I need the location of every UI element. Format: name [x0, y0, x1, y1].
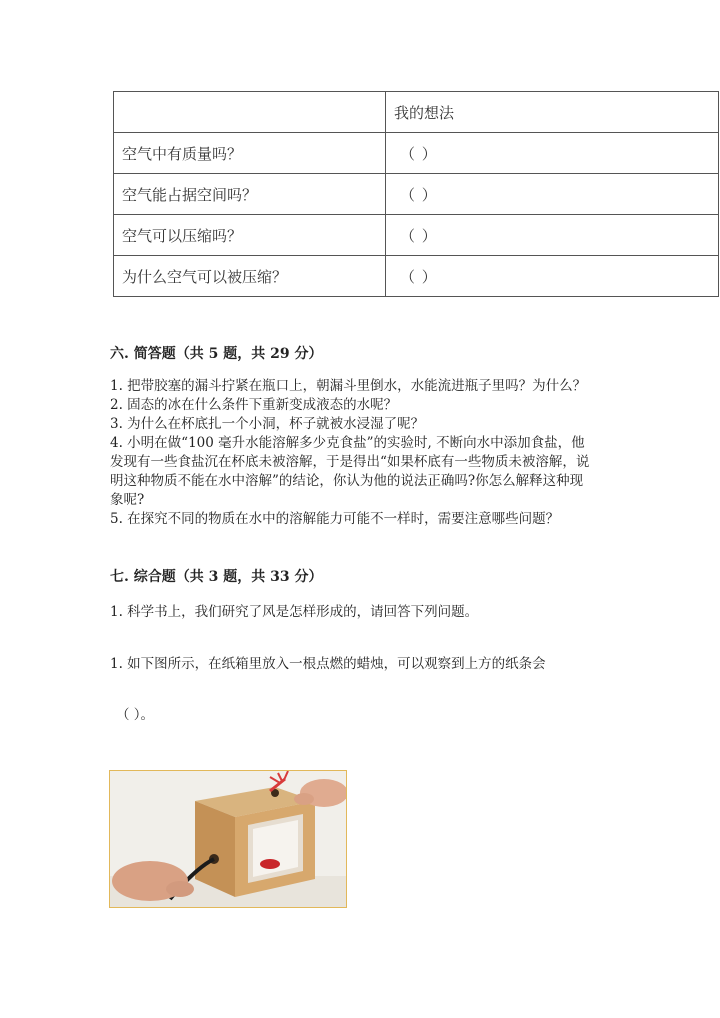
- candle-box-photo: [109, 770, 347, 908]
- table-row: [114, 174, 719, 215]
- question-item: 5. 在探究不同的物质在水中的溶解能力可能不一样时，需要注意哪些问题？: [110, 511, 560, 527]
- candle-box-illustration: [110, 771, 346, 907]
- answer-blank: （ ）: [386, 215, 719, 256]
- section-6-title: 六. 简答题（共 5 题，共 29 分）: [110, 346, 323, 362]
- table-question: 为什么空气可以被压缩？: [114, 256, 386, 297]
- table-row: [114, 256, 719, 297]
- question-item: 4. 小明在做“100 毫升水能溶解多少克食盐”的实验时, 不断向水中添加食盐，他发现有一些食盐沉在杯底未被溶解，于是得出“如果杯底有一些物质未被溶解，说明这种物质不能在水中溶解”的结论，你认为他的说法正确吗?你怎么解释这种现象呢?: [110, 435, 590, 508]
- question-item: 2. 固态的冰在什么条件下重新变成液态的水呢？: [110, 397, 398, 413]
- table-header-row: [114, 92, 719, 133]
- question-item: 3. 为什么在杯底扎一个小洞，杯子就被水浸湿了呢？: [110, 416, 425, 432]
- table-question: 空气可以压缩吗？: [114, 215, 386, 256]
- answer-blank: （ ）。: [116, 707, 155, 723]
- answer-blank: （ ）: [386, 133, 719, 174]
- table-question: 空气中有质量吗？: [114, 133, 386, 174]
- ideas-table: [113, 91, 719, 297]
- answer-blank: （ ）: [386, 174, 719, 215]
- table-row: [114, 215, 719, 256]
- question-item: 1. 把带胶塞的漏斗拧紧在瓶口上，朝漏斗里倒水，水能流进瓶子里吗？为什么？: [110, 378, 587, 394]
- answer-blank: （ ）: [386, 256, 719, 297]
- section-6-questions: [110, 377, 596, 529]
- table-row: [114, 133, 719, 174]
- table-question: 空气能占据空间吗？: [114, 174, 386, 215]
- sub-question-1: 1. 如下图所示，在纸箱里放入一根点燃的蜡烛，可以观察到上方的纸条会: [110, 656, 546, 672]
- table-header-cell: 我的想法: [386, 92, 719, 133]
- section-7-intro: 1. 科学书上，我们研究了风是怎样形成的，请回答下列问题。: [110, 604, 479, 620]
- section-7-title: 七. 综合题（共 3 题，共 33 分）: [110, 569, 323, 585]
- table-header-cell: [114, 92, 386, 133]
